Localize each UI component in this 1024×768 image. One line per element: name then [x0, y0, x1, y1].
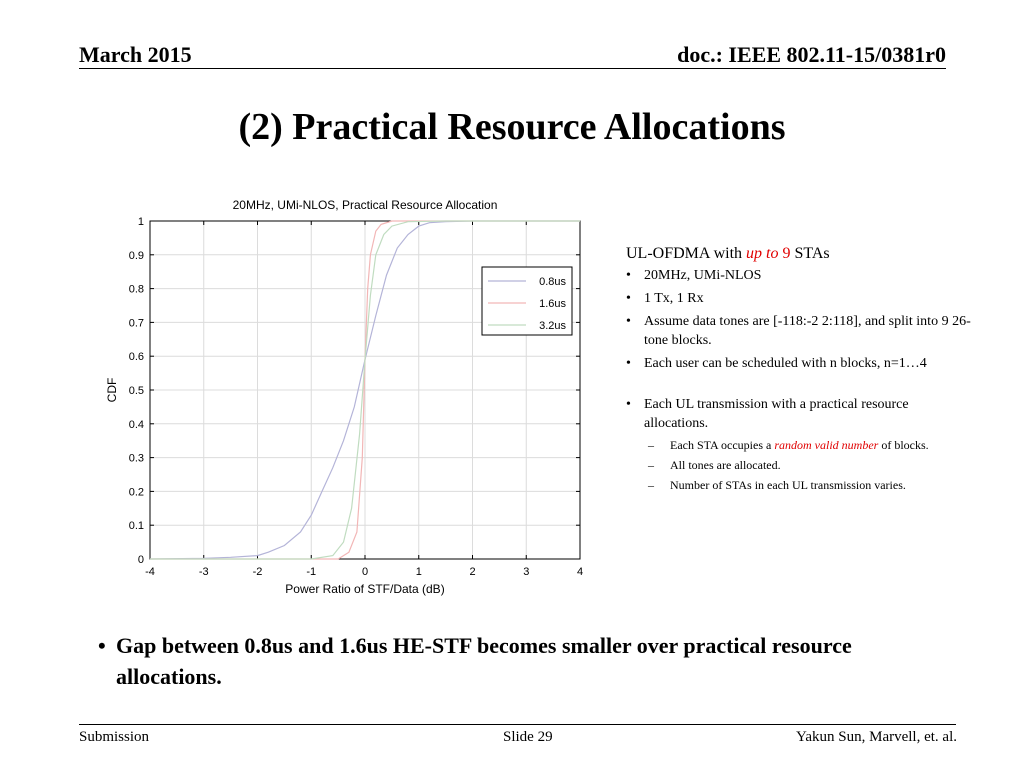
bottom-bullet-text: Gap between 0.8us and 1.6us HE-STF becomes smaller over practical resource allocations.: [116, 633, 852, 689]
side-ul-bullet: • Each UL transmission with a practical resource allocations.: [626, 395, 971, 433]
footer-authors: Yakun Sun, Marvell, et. al.: [796, 729, 957, 745]
y-tick-label: 1: [137, 216, 144, 228]
side-sub-bullet: – Number of STAs in each UL transmission varies.: [626, 477, 971, 494]
y-axis-label: CDF: [105, 377, 119, 403]
y-tick-label: 0: [137, 554, 144, 566]
side-intro-emphasis: up to: [746, 245, 779, 262]
y-tick-label: 0.4: [128, 418, 144, 431]
bottom-bullet: [98, 630, 918, 692]
x-tick-label: 4: [576, 566, 584, 578]
x-axis-label: Power Ratio of STF/Data (dB): [285, 582, 445, 596]
footer-divider: [79, 724, 956, 725]
side-bullet-list: [626, 266, 971, 373]
y-tick-label: 0.9: [128, 249, 144, 262]
y-tick-label: 0.7: [128, 317, 144, 330]
y-tick-label: 0.1: [128, 520, 144, 533]
x-tick-label: 0: [361, 566, 369, 578]
side-intro: [626, 244, 971, 263]
y-tick-label: 0.5: [128, 385, 144, 397]
side-intro-suffix: STAs: [790, 245, 830, 262]
header-date: March 2015: [79, 42, 192, 67]
x-tick-label: -4: [145, 566, 155, 578]
side-sub-bullet: – All tones are allocated.: [626, 457, 971, 474]
sub-bullet-suffix: of blocks.: [878, 438, 929, 452]
legend-label: 0.8us: [539, 276, 566, 288]
side-bullet: • 1 Tx, 1 Rx: [626, 289, 971, 308]
y-tick-label: 0.8: [128, 283, 144, 296]
side-bullet: • Each user can be scheduled with n blocks, n=1…4: [626, 354, 971, 373]
chart-title: 20MHz, UMi-NLOS, Practical Resource Allocation: [232, 198, 498, 212]
x-tick-label: -3: [198, 566, 209, 578]
x-tick-label: 1: [415, 566, 422, 578]
y-tick-label: 0.6: [128, 351, 144, 364]
x-tick-label: 2: [469, 566, 476, 578]
y-tick-label: 0.2: [128, 486, 144, 499]
side-sub-bullet: [626, 437, 971, 454]
side-intro-count: 9: [782, 245, 791, 262]
side-notes: [626, 244, 971, 497]
side-bullet: • Assume data tones are [-118:-2 2:118], and split into 9 26-tone blocks.: [626, 312, 971, 350]
side-intro-prefix: UL-OFDMA with: [626, 245, 747, 262]
sub-bullet-prefix: Each STA occupies a: [670, 438, 775, 452]
cdf-chart: [96, 192, 596, 602]
legend-label: 1.6us: [539, 298, 566, 310]
x-tick-label: 3: [523, 566, 530, 578]
side-bullet: • 20MHz, UMi-NLOS: [626, 266, 971, 285]
x-tick-label: -2: [252, 566, 263, 578]
header-divider: [79, 68, 946, 69]
sub-bullet-emphasis: random valid number: [774, 438, 879, 452]
footer-slide-number: Slide 29: [503, 729, 553, 745]
side-ul-list: [626, 395, 971, 494]
bullet-dot: •: [98, 633, 106, 658]
slide-title: (2) Practical Resource Allocations: [238, 106, 786, 148]
footer-submission: Submission: [79, 729, 150, 745]
y-tick-label: 0.3: [128, 452, 144, 465]
x-tick-label: -1: [306, 566, 317, 578]
header-doc-id: doc.: IEEE 802.11-15/0381r0: [677, 42, 946, 67]
legend-label: 3.2us: [539, 320, 566, 332]
